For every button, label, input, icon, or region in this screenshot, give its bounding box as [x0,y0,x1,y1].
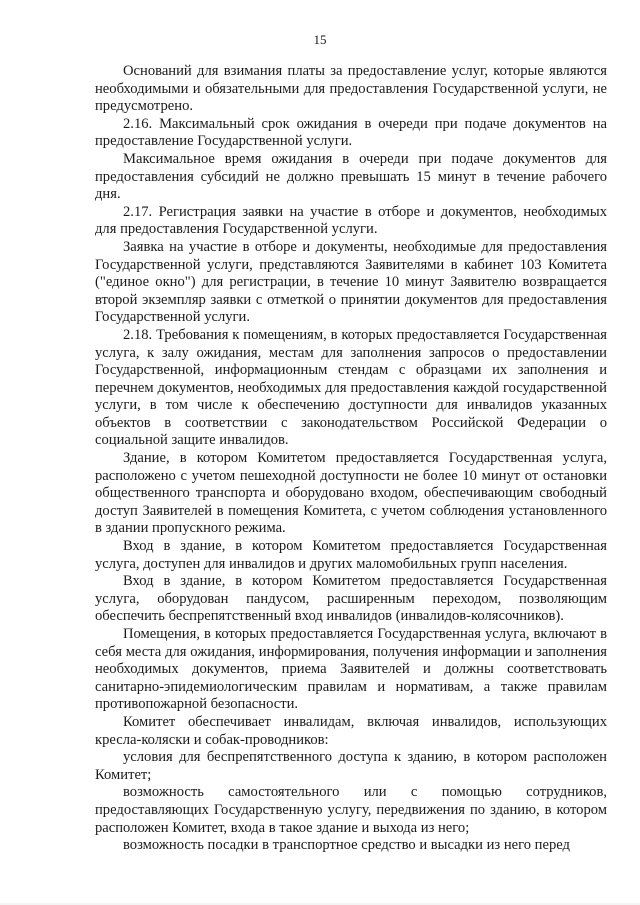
document-body [95,63,607,855]
paragraph-building-location: Здание, в котором Комитетом предоставляется Государственная услуга, расположено с учетом пешеходной доступности не более 10 минут от остановки общественного транспорта и оборудовано входом, обеспечивающим свободный доступ Заявителей в помещения Комитета, с учетом соблюдения установленного в здании пропускного режима. [95,450,607,537]
paragraph-entrance-accessibility: Вход в здание, в котором Комитетом предоставляется Государственная услуга, доступен для инвалидов и других маломобильных групп населения. [95,538,607,572]
paragraph-max-wait-time: Максимальное время ожидания в очереди при подаче документов для предоставления субсидий не должно превышать 15 минут в течение рабочего дня. [95,150,607,203]
paragraph-premises-requirements: Помещения, в которых предоставляется Государственная услуга, включают в себя места для ожидания, информирования, получения информации и заполнения необходимых документов, приема Заявителей и должны соответствовать санитарно-эпидемиологическим правилам и нормативам, а также правилам противопожарной безопасности. [95,626,607,713]
paragraph-application-registration: Заявка на участие в отборе и документы, необходимые для предоставления Государственной услуги, представляются Заявителями в кабинет 103 Комитета ("единое окно") для регистрации, в течение 10 минут Заявителю возвращается второй экземпляр заявки с отметкой о принятии документов для предоставления Государственной услуги. [95,238,607,326]
paragraph-movement-possibility: возможность самостоятельного или с помощью сотрудников, предоставляющих Государственную услугу, передвижения по зданию, в котором расположен Комитет, входа в такое здание и выхода из него; [95,784,607,836]
paragraph-2-17-heading: 2.17. Регистрация заявки на участие в отборе и документов, необходимых для предоставления Государственной услуги. [95,203,607,238]
paragraph-fee-grounds: Оснований для взимания платы за предоставление услуг, которые являются необходимыми и обязательными для предоставления Государственной услуги, не предусмотрено. [95,63,607,115]
paragraph-building-access-conditions: условия для беспрепятственного доступа к зданию, в котором расположен Комитет; [95,749,607,783]
paragraph-committee-provides: Комитет обеспечивает инвалидам, включая инвалидов, использующих кресла-коляски и собак-проводников: [95,713,607,748]
paragraph-entrance-ramp: Вход в здание, в котором Комитетом предоставляется Государственная услуга, оборудован пандусом, расширенным переходом, позволяющим обеспечить беспрепятственный вход инвалидов (инвалидов-колясочников). [95,573,607,625]
paragraph-2-16-heading: 2.16. Максимальный срок ожидания в очереди при подаче документов на предоставление Государственной услуги. [95,115,607,150]
paragraph-2-18-requirements: 2.18. Требования к помещениям, в которых предоставляется Государственная услуга, к залу ожидания, местам для заполнения запросов о предоставлении Государственной, информационным стендам с образцами их заполнения и перечнем документов, необходимых для предоставления каждой государственной услуги, в том числе к обеспечению доступности для инвалидов указанных объектов в соответствии с законодательством Российской Федерации о социальной защите инвалидов. [95,326,607,449]
page-number: 15 [313,32,327,47]
paragraph-transport-boarding: возможность посадки в транспортное средство и высадки из него перед [123,837,570,854]
